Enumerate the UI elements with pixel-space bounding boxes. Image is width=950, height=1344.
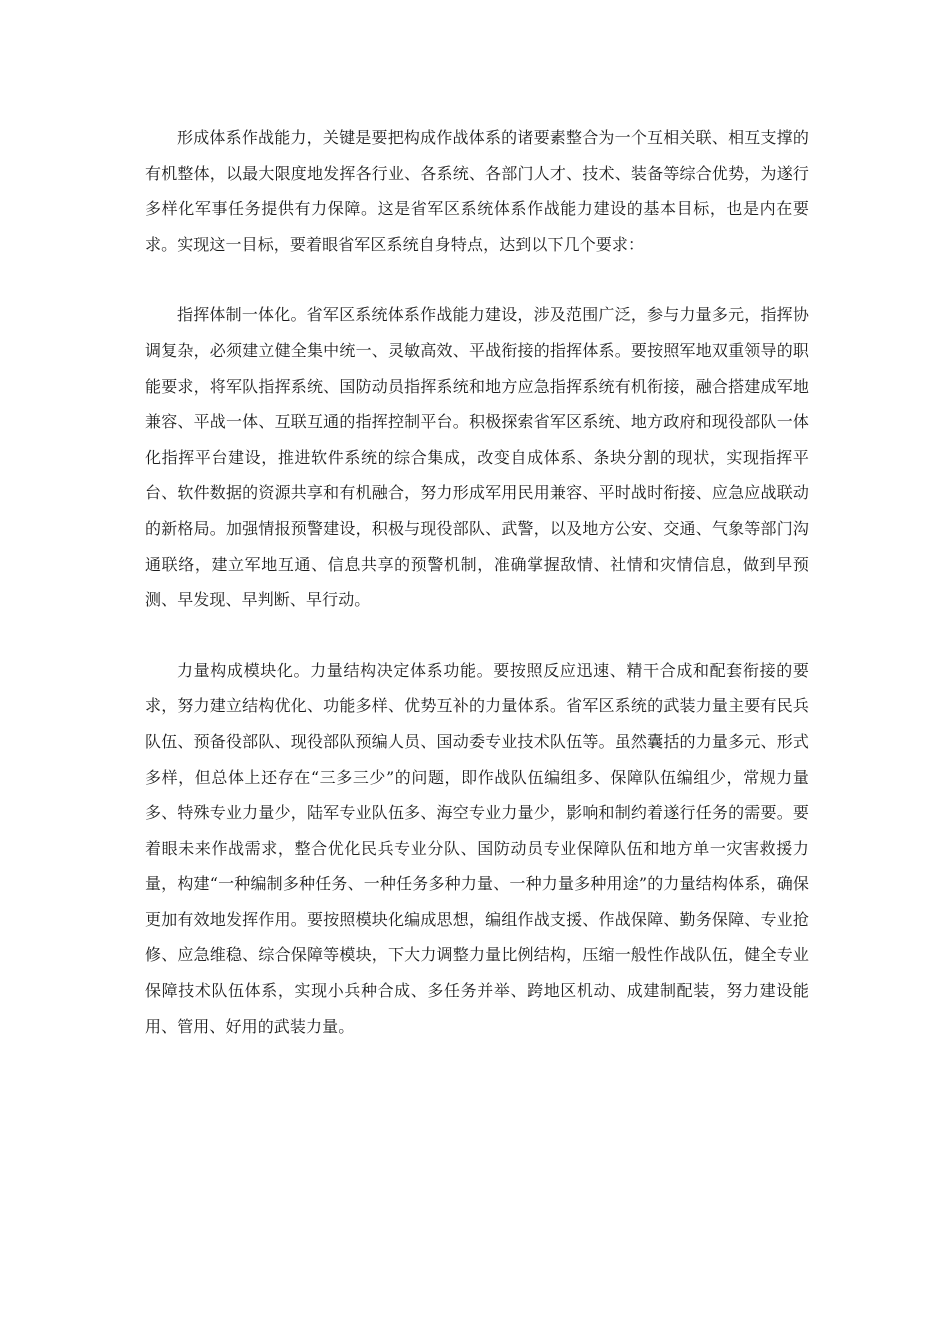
paragraph-command-integration: 指挥体制一体化。省军区系统体系作战能力建设，涉及范围广泛，参与力量多元，指挥协调复杂，必须建立健全集中统一、灵敏高效、平战衔接的指挥体系。要按照军地双重领导的职能要求，将军队指挥系统、国防动员指挥系统和地方应急指挥系统有机衔接，融合搭建成军地兼容、平战一体、互联互通的指挥控制平台。积极探索省军区系统、地方政府和现役部队一体化指挥平台建设，推进软件系统的综合集成，改变自成体系、条块分割的现状，实现指挥平台、软件数据的资源共享和有机融合，努力形成军用民用兼容、平时战时衔接、应急应战联动的新格局。加强情报预警建设，积极与现役部队、武警，以及地方公安、交通、气象等部门沟通联络，建立军地互通、信息共享的预警机制，准确掌握敌情、社情和灾情信息，做到早预测、早发现、早判断、早行动。 bbox=[145, 305, 809, 610]
paragraph-force-modularization: 力量构成模块化。力量结构决定体系功能。要按照反应迅速、精干合成和配套衔接的要求，努力建立结构优化、功能多样、优势互补的力量体系。省军区系统的武装力量主要有民兵队伍、预备役部队、现役部队预编人员、国动委专业技术队伍等。虽然囊括的力量多元、形式多样，但总体上还存在“三多三少”的问题，即作战队伍编组多、保障队伍编组少，常规力量多、特殊专业力量少，陆军专业队伍多、海空专业力量少，影响和制约着遂行任务的需要。要着眼未来作战需求，整合优化民兵专业分队、国防动员专业保障队伍和地方单一灾害救援力量，构建“一种编制多种任务、一种任务多种力量、一种力量多种用途”的力量结构体系，确保更加有效地发挥作用。要按照模块化编成思想，编组作战支援、作战保障、勤务保障、专业抢修、应急维稳、综合保障等模块，下大力调整力量比例结构，压缩一般性作战队伍，健全专业保障技术队伍体系，实现小兵种合成、多任务并举、跨地区机动、成建制配装，努力建设能用、管用、好用的武装力量。 bbox=[145, 660, 809, 1036]
document-body bbox=[145, 120, 809, 1044]
paragraph-intro: 形成体系作战能力，关键是要把构成作战体系的诸要素整合为一个互相关联、相互支撑的有机整体，以最大限度地发挥各行业、各系统、各部门人才、技术、装备等综合优势，为遂行多样化军事任务提供有力保障。这是省军区系统体系作战能力建设的基本目标，也是内在要求。实现这一目标，要着眼省军区系统自身特点，达到以下几个要求： bbox=[145, 128, 809, 254]
